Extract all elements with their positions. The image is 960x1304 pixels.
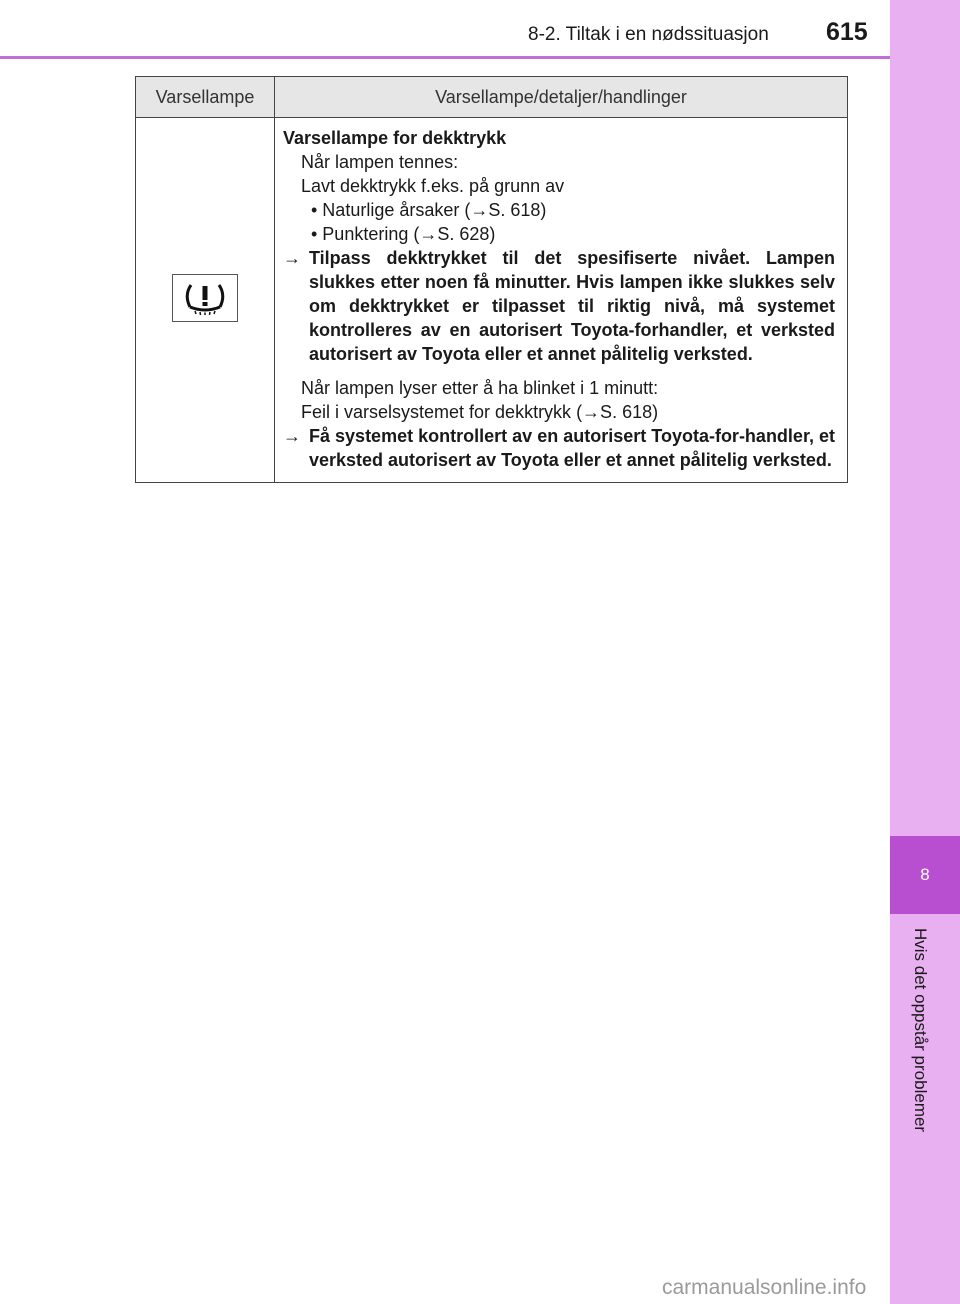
arrow-right-icon: → bbox=[283, 426, 301, 446]
lamp-icon-frame bbox=[172, 274, 238, 322]
section-title: 8-2. Tiltak i en nødssituasjon bbox=[528, 24, 769, 45]
action-1 bbox=[283, 246, 835, 366]
col-header-details: Varsellampe/detaljer/handlinger bbox=[275, 77, 848, 118]
warning-lamp-table bbox=[135, 76, 848, 483]
cause-bullet-1: • Naturlige årsaker (→S. 618) bbox=[311, 200, 547, 220]
lamp-title: Varsellampe for dekktrykk bbox=[283, 128, 507, 148]
cause-2: Feil i varselsystemet for dekktrykk (→S. 618) bbox=[301, 402, 659, 422]
col-header-lamp: Varsellampe bbox=[136, 77, 275, 118]
watermark-text: carmanualsonline.info bbox=[662, 1276, 867, 1299]
chapter-number: 8 bbox=[890, 836, 960, 914]
table-header-row bbox=[136, 77, 848, 118]
arrow-right-icon: → bbox=[283, 248, 301, 268]
action-1-text: Tilpass dekktrykket til det spesifiserte nivået. Lampen slukkes etter noen få minutter. Hvis lampen ikke slukkes selv om dekktrykket er tilpasset til riktig nivå, må systemet kontrolleres av en autorisert Toyota-forhandler, et verksted autorisert av Toyota eller et annet pålitelig verksted. bbox=[309, 248, 835, 364]
tire-pressure-warning-icon bbox=[183, 281, 227, 315]
chapter-title: Hvis det oppstår problemer bbox=[911, 928, 930, 1133]
cause-1: Lavt dekktrykk f.eks. på grunn av bbox=[301, 176, 565, 196]
chapter-side-tab bbox=[890, 0, 960, 1304]
page-number: 615 bbox=[826, 18, 868, 46]
header-divider bbox=[0, 56, 890, 59]
cause-bullet-2: • Punktering (→S. 628) bbox=[311, 224, 496, 244]
condition-2: Når lampen lyser etter å ha blinket i 1 minutt: bbox=[301, 378, 659, 398]
action-2-text: Få systemet kontrollert av en autorisert Toyota-for-handler, et verksted autorisert av Toyota eller et annet pålitelig verksted. bbox=[309, 426, 835, 470]
table-row bbox=[136, 118, 848, 483]
action-2 bbox=[283, 424, 835, 472]
lamp-icon-cell bbox=[136, 118, 275, 483]
lamp-details-cell bbox=[275, 118, 848, 483]
condition-1: Når lampen tennes: bbox=[301, 152, 459, 172]
